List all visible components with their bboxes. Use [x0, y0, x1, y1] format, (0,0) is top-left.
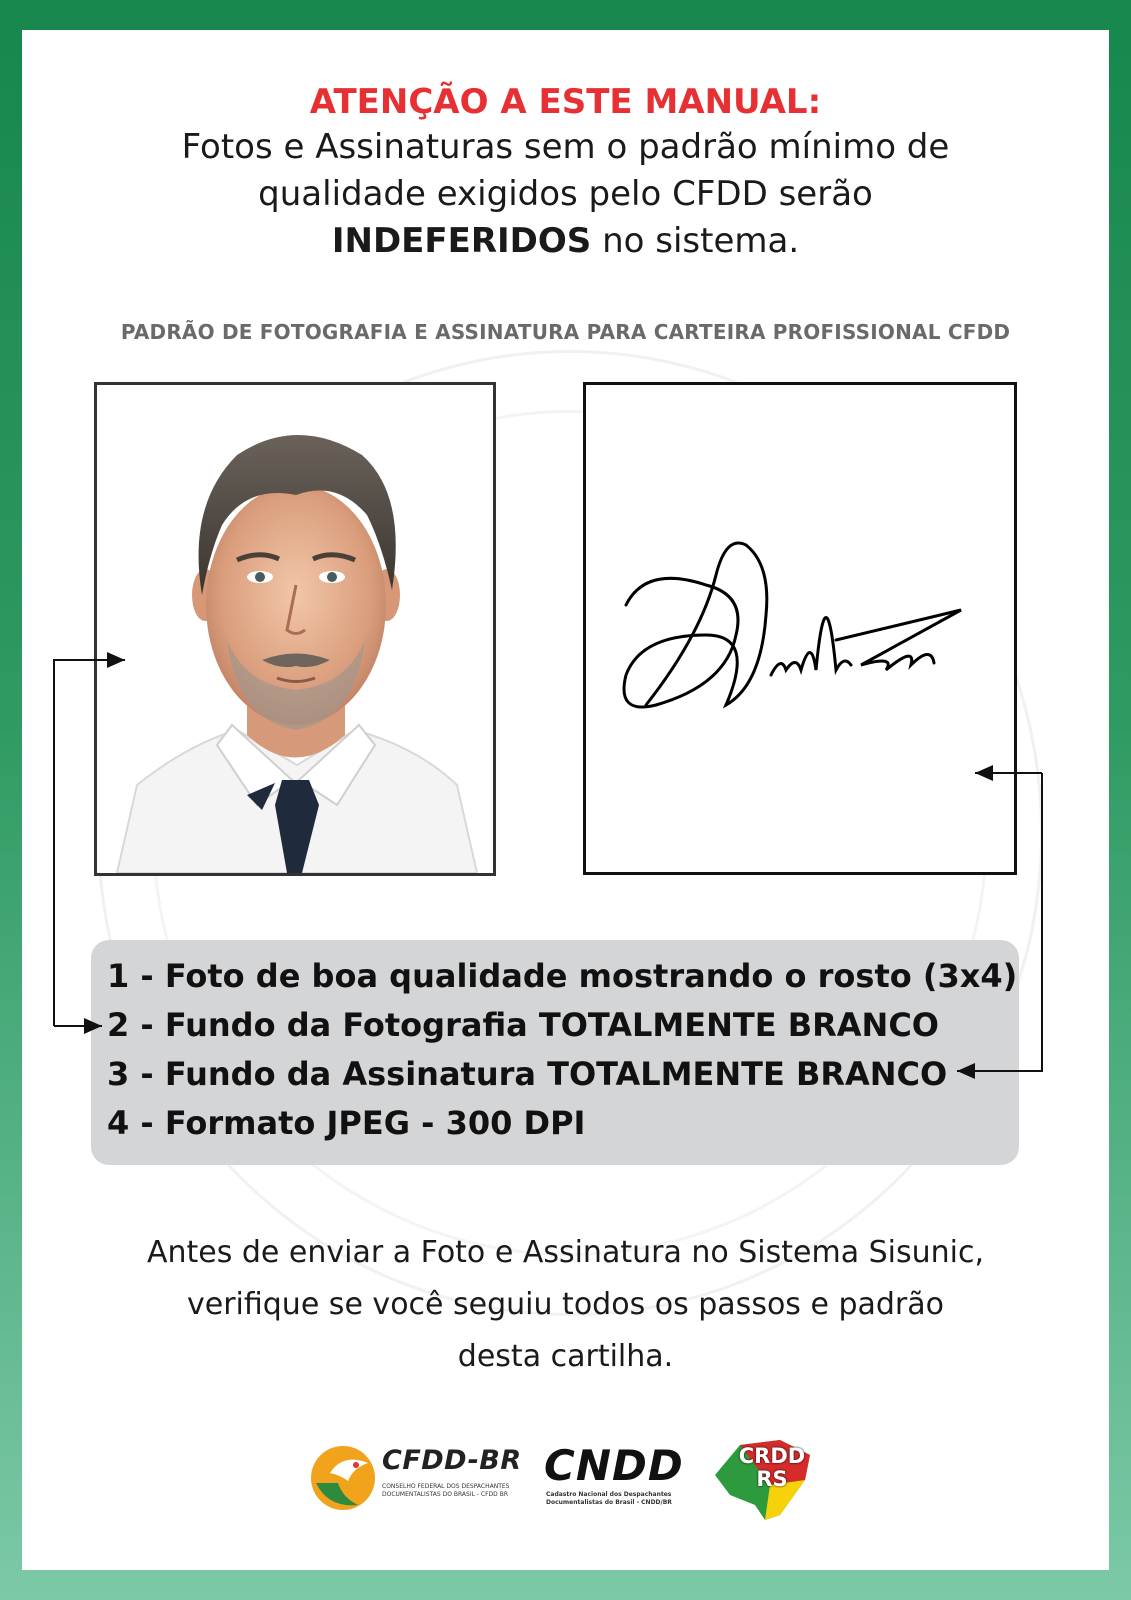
- cndd-logo-title: CNDD: [544, 1441, 684, 1490]
- requirement-item: 1 - Foto de boa qualidade mostrando o rosto (3x4): [107, 957, 1018, 995]
- footer-line-2: verifique se você seguiu todos os passos e padrão: [186, 1287, 945, 1322]
- cfdd-eagle-logo: [308, 1443, 378, 1513]
- cndd-logo-subtitle: Cadastro Nacional dos Despachantes Documentalistas do Brasil - CNDD/BR: [546, 1491, 672, 1506]
- logo-strip: [22, 1435, 1109, 1520]
- standard-subtitle: PADRÃO DE FOTOGRAFIA E ASSINATURA PARA CARTEIRA PROFISSIONAL CFDD: [120, 320, 1011, 344]
- warning-line-3-rest: no sistema.: [591, 221, 800, 261]
- footer-line-1: Antes de enviar a Foto e Assinatura no Sistema Sisunic,: [146, 1235, 985, 1270]
- signature-background-arrow: [957, 773, 1042, 1071]
- rejected-word: INDEFERIDOS: [331, 221, 592, 261]
- requirement-item: 4 - Formato JPEG - 300 DPI: [107, 1104, 586, 1142]
- crdd-logo-text: [732, 1445, 812, 1491]
- footer-instructions: [62, 1227, 1069, 1383]
- poster-page: [22, 30, 1109, 1570]
- warning-line-1: Fotos e Assinaturas sem o padrão mínimo de: [181, 127, 950, 167]
- cfdd-logo-subtitle: CONSELHO FEDERAL DOS DESPACHANTES DOCUMENTALISTAS DO BRASIL - CFDD BR: [382, 1483, 510, 1498]
- cfdd-logo-title: CFDD-BR: [382, 1445, 522, 1476]
- photo-background-arrow: [54, 660, 125, 1026]
- crdd-logo-line-1: CRDD: [738, 1444, 806, 1468]
- requirement-item: 3 - Fundo da Assinatura TOTALMENTE BRANCO: [107, 1055, 948, 1093]
- requirement-item: 2 - Fundo da Fotografia TOTALMENTE BRANCO: [107, 1006, 939, 1044]
- crdd-logo-line-2: RS: [756, 1467, 788, 1491]
- warning-line-2: qualidade exigidos pelo CFDD serão: [258, 174, 873, 214]
- footer-line-3: desta cartilha.: [457, 1339, 674, 1374]
- attention-title: ATENÇÃO A ESTE MANUAL:: [309, 82, 822, 122]
